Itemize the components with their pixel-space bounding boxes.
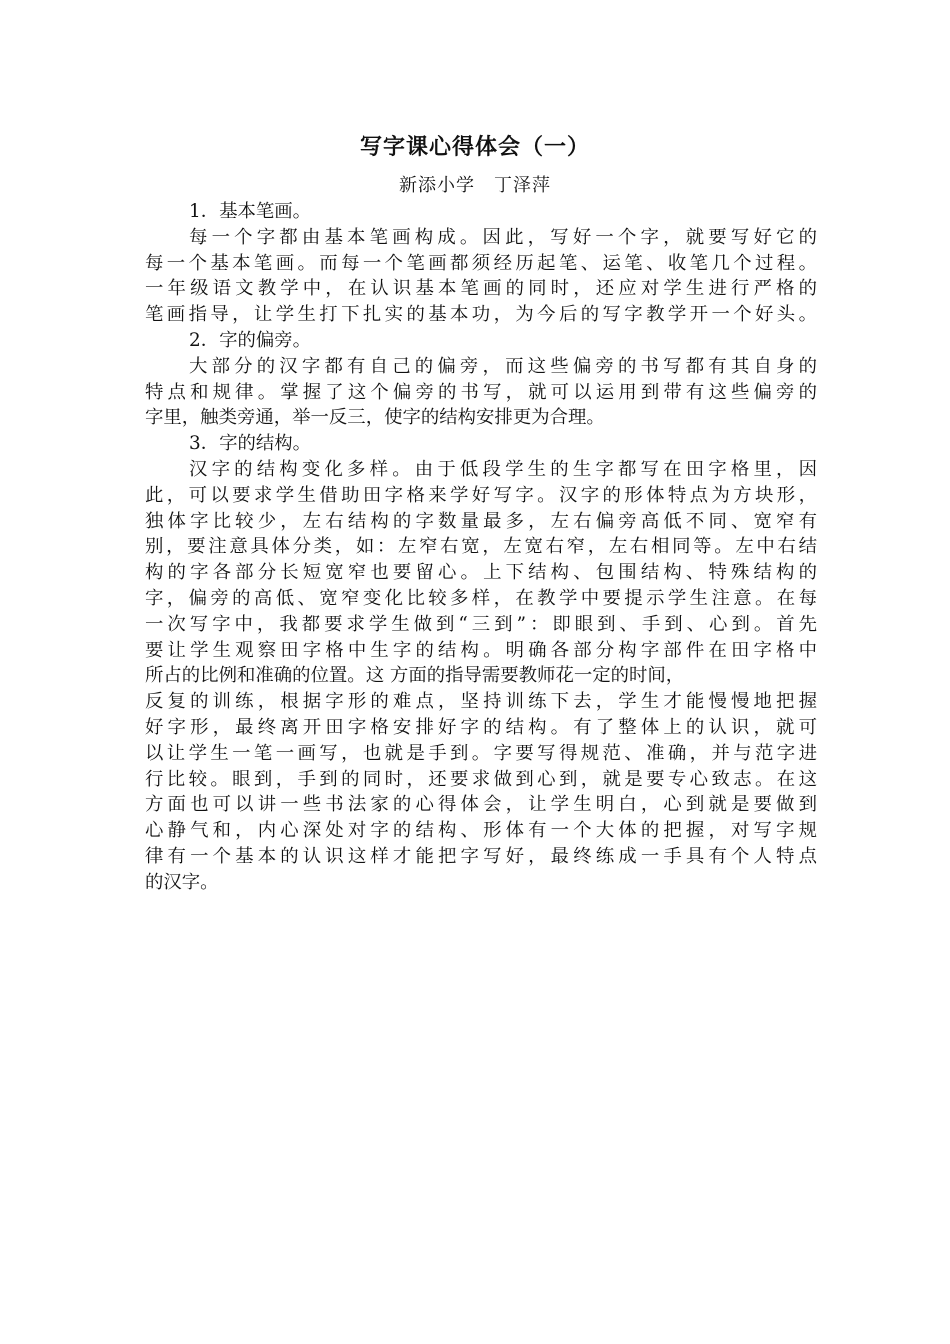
- paragraph-line: 独体字比较少，左右结构的字数量最多，左右偏旁高低不同、宽窄有: [145, 510, 817, 532]
- paragraph-line: 所占的比例和准确的位置。这 方面的指导需要教师花一定的时间，: [145, 665, 685, 687]
- paragraph-line: 别，要注意具体分类，如：左窄右宽，左宽右窄，左右相同等。左中右结: [145, 536, 817, 558]
- paragraph-line: 一年级语文教学中，在认识基本笔画的同时，还应对学生进行严格的: [145, 278, 817, 300]
- paragraph-line: 构的字各部分长短宽窄也要留心。上下结构、包围结构、特殊结构的: [145, 562, 817, 584]
- section-heading: 2．字的偏旁。: [189, 329, 312, 351]
- paragraph-line: 方面也可以讲一些书法家的心得体会，让学生明白，心到就是要做到: [145, 794, 817, 816]
- author-line: 新添小学 丁泽萍: [399, 175, 551, 196]
- paragraph-line: 字里，触类旁通，举一反三，使字的结构安排更为合理。: [145, 407, 605, 429]
- paragraph-line: 每一个字都由基本笔画构成。因此，写好一个字，就要写好它的: [189, 226, 817, 248]
- paragraph-line: 要让学生观察田字格中生字的结构。明确各部分构字部件在田字格中: [145, 639, 817, 661]
- paragraph-line: 心静气和，内心深处对字的结构、形体有一个大体的把握，对写字规: [145, 820, 817, 842]
- paragraph-line: 字，偏旁的高低、宽窄变化比较多样，在教学中要提示学生注意。在每: [145, 587, 817, 609]
- document-body: [145, 199, 817, 896]
- paragraph-line: 反复的训练，根据字形的难点，坚持训练下去，学生才能慢慢地把握: [145, 691, 817, 713]
- paragraph-line: 的汉字。: [145, 871, 219, 893]
- paragraph-line: 好字形，最终离开田字格安排好字的结构。有了整体上的认识，就可: [145, 716, 817, 738]
- paragraph-line: 律有一个基本的认识这样才能把字写好，最终练成一手具有个人特点: [145, 845, 817, 867]
- paragraph-line: 笔画指导，让学生打下扎实的基本功，为今后的写字教学开一个好头。: [145, 304, 817, 326]
- paragraph-line: 此，可以要求学生借助田字格来学好写字。汉字的形体特点为方块形，: [145, 484, 817, 506]
- paragraph-line: 一次写字中，我都要求学生做到“三到”：即眼到、手到、心到。首先: [145, 613, 817, 635]
- paragraph-line: 特点和规律。掌握了这个偏旁的书写，就可以运用到带有这些偏旁的: [145, 381, 817, 403]
- section-heading: 3．字的结构。: [189, 433, 312, 455]
- paragraph-line: 每一个基本笔画。而每一个笔画都须经历起笔、运笔、收笔几个过程。: [145, 252, 817, 274]
- paragraph-line: 以让学生一笔一画写，也就是手到。字要写得规范、准确，并与范字进: [145, 742, 817, 764]
- paragraph-line: 汉字的结构变化多样。由于低段学生的生字都写在田字格里，因: [189, 458, 817, 480]
- paragraph-line: 行比较。眼到，手到的同时，还要求做到心到，就是要专心致志。在这: [145, 768, 817, 790]
- section-heading: 1．基本笔画。: [189, 201, 312, 222]
- document-title: 写字课心得体会（一）: [359, 134, 590, 160]
- paragraph-line: 大部分的汉字都有自己的偏旁，而这些偏旁的书写都有其自身的: [189, 355, 817, 377]
